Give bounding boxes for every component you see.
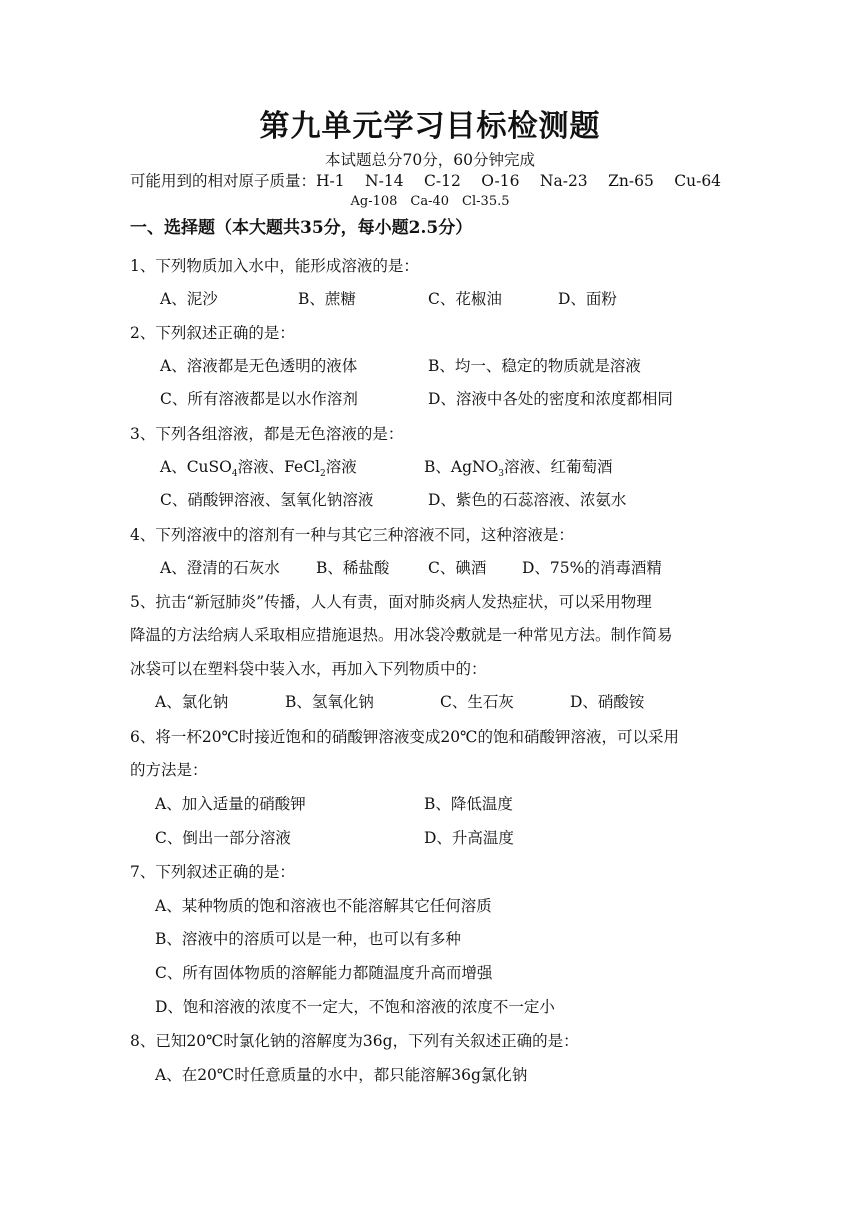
q4-option-a: A、澄清的石灰水: [160, 559, 280, 577]
q3-option-d: D、紫色的石蕊溶液、浓氨水: [428, 491, 627, 509]
q2-option-c: C、所有溶液都是以水作溶剂: [160, 390, 358, 408]
page-title: 第九单元学习目标检测题: [259, 109, 601, 144]
q2-option-d: D、溶液中各处的密度和浓度都相同: [428, 390, 673, 408]
q7-option-a: A、某种物质的饱和溶液也不能溶解其它任何溶质: [155, 897, 492, 915]
q6-option-b: B、降低温度: [424, 795, 513, 813]
q3-option-a: A、CuSO$_4$溶液、FeCl$_2$溶液: [160, 458, 357, 480]
q6-option-a: A、加入适量的硝酸钾: [155, 795, 306, 813]
q1-option-c: C、花椒油: [428, 290, 502, 308]
q3-option-c: C、硝酸钾溶液、氢氧化钠溶液: [160, 491, 374, 509]
q3-option-b: B、AgNO$_3$溶液、红葡萄酒: [424, 458, 613, 480]
q2-option-b: B、均一、稳定的物质就是溶液: [428, 357, 641, 375]
q7-option-b: B、溶液中的溶质可以是一种，也可以有多种: [155, 930, 461, 948]
atomic-mass-line-1: 可能用到的相对原子质量：H-1 N-14 C-12 O-16 Na-23 Zn-65 Cu-64: [130, 172, 722, 190]
question-8-stem: 8、已知20℃时氯化钠的溶解度为36g，下列有关叙述正确的是：: [130, 1032, 579, 1050]
question-5-stem-line-2: 降温的方法给病人采取相应措施退热。用冰袋冷敷就是一种常见方法。制作简易: [130, 626, 673, 644]
exam-subtitle: 本试题总分70分，60分钟完成: [325, 151, 535, 169]
atomic-mass-line-2: Ag-108 Ca-40 Cl-35.5: [350, 194, 510, 209]
q1-option-d: D、面粉: [558, 290, 617, 308]
question-2-stem: 2、下列叙述正确的是：: [130, 324, 295, 342]
q8-option-a: A、在20℃时任意质量的水中，都只能溶解36g氯化钠: [155, 1066, 528, 1084]
question-4-stem: 4、下列溶液中的溶剂有一种与其它三种溶液不同，这种溶液是：: [130, 526, 574, 544]
q6-option-d: D、升高温度: [424, 829, 514, 847]
q4-option-b: B、稀盐酸: [316, 559, 390, 577]
q7-option-c: C、所有固体物质的溶解能力都随温度升高而增强: [155, 964, 493, 982]
question-6-stem-line-2: 的方法是：: [130, 761, 208, 779]
question-5-stem-line-3: 冰袋可以在塑料袋中装入水，再加入下列物质中的：: [130, 660, 487, 678]
q6-option-c: C、倒出一部分溶液: [155, 829, 291, 847]
q4-option-c: C、碘酒: [428, 559, 487, 577]
section-heading: 一、选择题（本大题共35分，每小题2.5分）: [130, 218, 473, 238]
q5-option-c: C、生石灰: [440, 693, 514, 711]
q1-option-b: B、蔗糖: [298, 290, 356, 308]
q5-option-b: B、氢氧化钠: [285, 693, 374, 711]
question-7-stem: 7、下列叙述正确的是：: [130, 863, 295, 881]
q2-option-a: A、溶液都是无色透明的液体: [160, 357, 358, 375]
q7-option-d: D、饱和溶液的浓度不一定大，不饱和溶液的浓度不一定小: [155, 998, 555, 1016]
question-1-stem: 1、下列物质加入水中，能形成溶液的是：: [130, 257, 419, 275]
q1-option-a: A、泥沙: [160, 290, 218, 308]
question-6-stem-line-1: 6、将一杯20℃时接近饱和的硝酸钾溶液变成20℃的饱和硝酸钾溶液，可以采用: [130, 728, 679, 746]
q5-option-d: D、硝酸铵: [570, 693, 645, 711]
q5-option-a: A、氯化钠: [155, 693, 229, 711]
q4-option-d: D、75%的消毒酒精: [522, 559, 662, 577]
question-5-stem-line-1: 5、抗击“新冠肺炎”传播，人人有责，面对肺炎病人发热症状，可以采用物理: [130, 593, 652, 611]
question-3-stem: 3、下列各组溶液，都是无色溶液的是：: [130, 425, 404, 443]
